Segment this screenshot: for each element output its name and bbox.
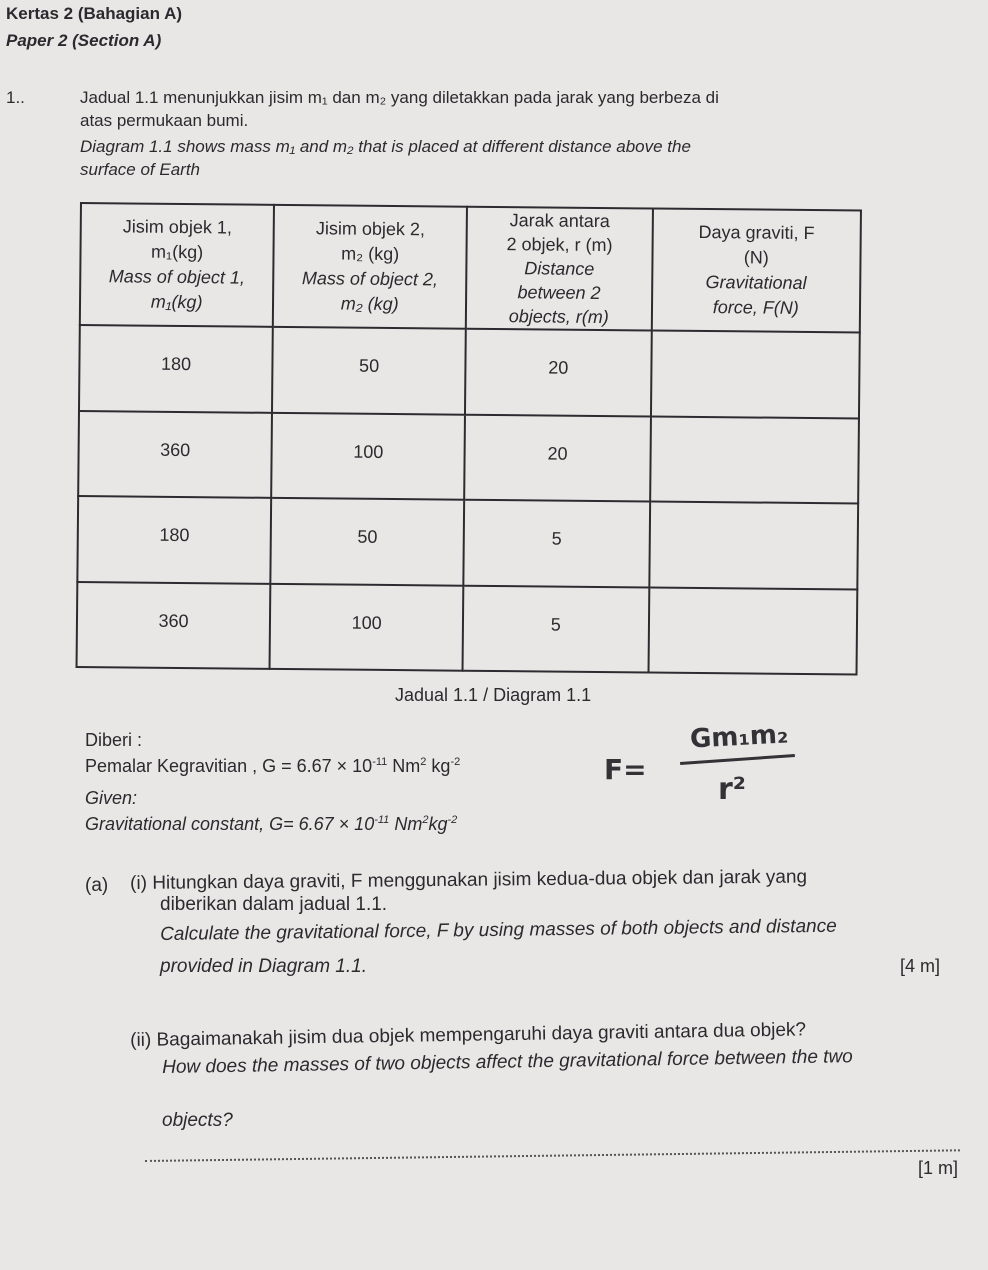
cell-force-answer[interactable] [648, 587, 857, 674]
part-a-ii-en-line1: How does the masses of two objects affect the gravitational force between the two [162, 1046, 853, 1078]
table-row [79, 325, 860, 418]
part-a-ii-ms-line1 [130, 1019, 806, 1052]
cell-value: 180 [160, 354, 192, 375]
cell-mass-1 [77, 581, 271, 668]
header-distance [466, 207, 653, 331]
header-line: (N) [743, 247, 769, 268]
header-line: objects, r(m) [508, 306, 609, 328]
table-row [77, 496, 858, 589]
answer-dotted-line[interactable] [145, 1149, 960, 1162]
constant-unit: Nm [389, 814, 423, 834]
handwritten-formula-numerator: Gm₁m₂ [689, 719, 790, 755]
header-mass-object-2 [273, 205, 467, 329]
part-a-i-ms-text: Hitungkan daya graviti, F menggunakan jisim kedua-dua objek dan jarak yang [152, 866, 808, 894]
constant-label: Gravitational constant, [85, 814, 265, 834]
cell-force-answer[interactable] [649, 501, 858, 588]
paper-title-en: Paper 2 (Section A) [6, 31, 162, 50]
cell-force-answer[interactable] [651, 330, 860, 417]
constant-unit: kg [428, 814, 448, 834]
cell-value: 180 [159, 525, 190, 546]
cell-value: 5 [550, 614, 561, 635]
cell-value: 100 [351, 612, 382, 633]
header-line: m₂ (kg) [341, 243, 400, 265]
cell-value: 50 [357, 526, 378, 548]
header-line: Jisim objek 2, [315, 218, 426, 240]
header-line: m₁(kg) [150, 291, 203, 313]
part-a-ii-en-line2: objects? [162, 1110, 233, 1131]
part-a-ii-label: (ii) [130, 1029, 152, 1051]
part-a-ii-ms-text: Bagaimanakah jisim dua objek mempengaruhi daya graviti antara dua objek? [156, 1019, 807, 1051]
cell-force-answer[interactable] [650, 416, 859, 503]
header-line: 2 objek, r (m) [506, 234, 613, 256]
part-a-ii-marks: [1 m] [918, 1158, 959, 1178]
header-gravitational-force [651, 208, 860, 332]
handwritten-formula-denominator: r² [718, 772, 746, 807]
cell-mass-2 [271, 498, 465, 585]
header-line: between 2 [517, 282, 601, 304]
unit-exponent: -2 [447, 814, 458, 826]
paper-title-ms: Kertas 2 (Bahagian A) [6, 4, 183, 23]
constant-label: Pemalar Kegravitian , [85, 756, 258, 776]
given-label-en: Given: [85, 788, 138, 808]
constant-unit: kg [426, 756, 451, 776]
gravitational-constant-ms [85, 756, 460, 777]
cell-value: 5 [551, 528, 562, 549]
cell-distance [465, 329, 651, 416]
unit-exponent: -2 [450, 756, 461, 768]
header-line: Daya graviti, F [698, 221, 815, 244]
constant-value: G= 6.67 × 10 [269, 814, 375, 834]
header-mass-object-1 [80, 203, 274, 327]
header-line: Mass of object 1, [108, 266, 246, 288]
mass-distance-table [76, 202, 862, 675]
cell-value: 100 [353, 441, 384, 462]
constant-unit: Nm [387, 756, 421, 776]
cell-distance [464, 414, 650, 501]
cell-distance [463, 500, 649, 587]
question-text-ms-line1: Jadual 1.1 menunjukkan jisim m₁ dan m₂ yang diletakkan pada jarak yang berbeza di [80, 88, 719, 107]
header-line: force, F(N) [712, 297, 799, 318]
header-line: m₂ (kg) [340, 293, 399, 315]
part-a-label: (a) [85, 875, 109, 896]
part-a-i-ms-line1 [130, 867, 807, 895]
cell-value: 20 [547, 443, 568, 464]
handwritten-formula-lhs: F= [604, 753, 647, 786]
cell-mass-2 [271, 412, 465, 499]
part-a-i-marks: [4 m] [900, 956, 941, 976]
cell-mass-1 [79, 325, 273, 412]
cell-mass-1 [77, 496, 271, 583]
header-line: Jisim objek 1, [122, 216, 232, 238]
header-line: Jarak antara [509, 210, 610, 232]
part-a-i-en-line1: Calculate the gravitational force, F by using masses of both objects and distance [160, 915, 837, 945]
table-caption: Jadual 1.1 / Diagram 1.1 [395, 685, 592, 705]
question-text-en-line1: Diagram 1.1 shows mass m₁ and m₂ that is placed at different distance above the [80, 137, 691, 156]
header-line: Gravitational [705, 272, 807, 293]
part-a-i-ms-line2: diberikan dalam jadual 1.1. [160, 894, 388, 915]
constant-exponent: -11 [372, 756, 388, 768]
cell-mass-1 [78, 411, 272, 498]
cell-value: 50 [359, 355, 380, 377]
header-line: m₁(kg) [151, 241, 204, 263]
cell-value: 360 [160, 439, 191, 460]
part-a-i-en-line2: provided in Diagram 1.1. [160, 956, 367, 977]
table-row [77, 581, 858, 674]
question-text-ms-line2: atas permukaan bumi. [80, 111, 249, 130]
question-number: 1.. [6, 88, 25, 107]
table-header-row [80, 203, 861, 332]
gravitational-constant-en [85, 814, 457, 835]
unit-exponent: 2 [420, 756, 427, 768]
part-a-i-label: (i) [130, 872, 148, 894]
question-text-en-line2: surface of Earth [80, 160, 201, 179]
cell-mass-2 [272, 327, 466, 414]
unit-exponent: 2 [422, 814, 429, 826]
cell-value: 360 [158, 610, 189, 631]
header-line: Mass of object 2, [301, 268, 439, 290]
table-row [78, 411, 859, 504]
cell-distance [463, 585, 649, 672]
handwritten-fraction-bar [680, 754, 795, 765]
cell-mass-2 [270, 583, 464, 670]
constant-value: G = 6.67 × 10 [262, 756, 373, 776]
given-label-ms: Diberi : [85, 730, 143, 750]
constant-exponent: -11 [374, 814, 390, 826]
cell-value: 20 [548, 357, 569, 378]
header-line: Distance [524, 258, 595, 279]
